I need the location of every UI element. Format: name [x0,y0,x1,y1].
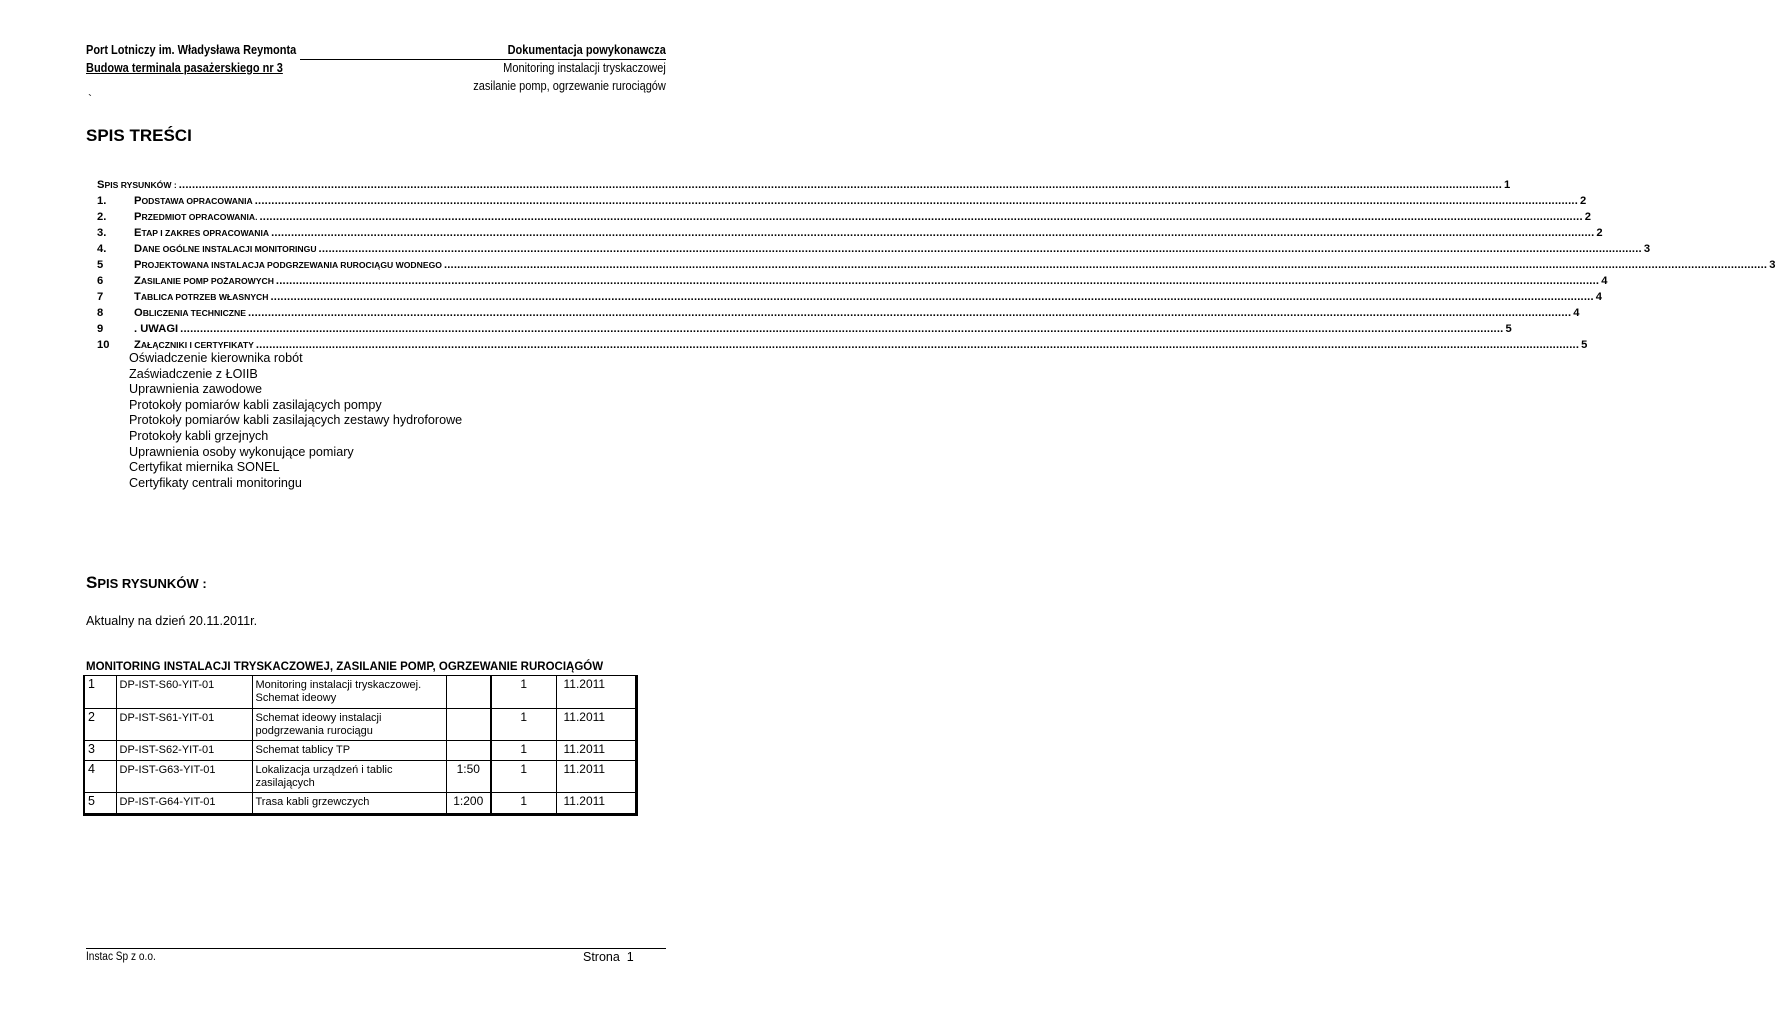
toc-item-leader: ................................................................................................................................................................................................................................................................................................................................................................................................................ [271,227,1595,239]
toc-item-title-rest: TAP I ZAKRES OPRACOWANIA [141,228,270,238]
drawing-number: 3 [84,741,116,761]
toc-item-title [134,227,269,239]
toc-item-title [134,211,257,223]
toc-item-title [134,275,274,287]
footer-page-label: Strona [583,950,620,964]
drawing-number: 2 [84,709,116,741]
attachment-item: Oświadczenie kierownika robót [129,351,303,365]
toc-item-title-rest: ODSTAWA OPRACOWANIA [141,196,253,206]
attachment-item: Protokoły pomiarów kabli zasilających pompy [129,397,382,412]
toc-item-number: 1. [97,195,107,207]
toc-item-title-rest: RZEDMIOT OPRACOWANIA. [141,212,258,222]
attachment-item: Uprawnienia zawodowe [129,382,263,397]
toc-item-leader: ................................................................................................................................................................................................................................................................................................................................................................................................................ [270,291,1594,303]
header-rule [300,59,666,60]
toc-item-number: 4. [97,243,107,255]
toc-item-title-cap: E [134,227,142,239]
drawing-title: Schemat tablicy TP [252,741,446,761]
attachment-item: Certyfikat miernika SONEL [129,460,280,475]
drawings-heading [86,573,207,593]
drawing-scale: 1:200 [446,793,491,815]
drawing-scale [446,741,491,761]
drawing-scale [446,709,491,741]
drawings-table [83,675,638,816]
toc-item-page: 2 [1584,211,1592,223]
toc-heading: SPIS TREŚCI [86,126,192,145]
toc-item-title-rest: ASILANIE POMP POŻAROWYCH [140,276,274,286]
attachment-item: Zaświadczenie z ŁOIIB [129,366,258,381]
attachment-item: Certyfikaty centrali monitoringu [129,475,302,490]
toc-item-title [134,195,253,207]
table-row [84,741,636,761]
toc-item[interactable] [97,275,1608,290]
date-line: Aktualny na dzień 20.11.2011r. [86,614,258,628]
toc-item-number: 2. [97,211,107,223]
drawing-code: DP-IST-S60-YIT-01 [116,676,252,709]
toc-item-title-cap: S [97,179,105,191]
toc-item-page: 4 [1595,291,1603,303]
footer-rule [86,948,666,949]
toc-item-number: 8 [97,307,104,319]
toc-item-title-cap: T [134,291,141,303]
toc-item-title-cap: P [134,259,142,271]
toc-item-title-rest: AŁĄCZNIKI I CERTYFIKATY [140,340,254,350]
document-subject-line1: Monitoring instalacji tryskaczowej [503,61,666,75]
drawing-sheets: 1 [491,676,556,709]
toc-item-page: 2 [1580,195,1587,207]
footer-company: Instac Sp z o.o. [86,951,156,963]
toc-item-title-rest: PIS RYSUNKÓW : [104,180,177,190]
toc-item-number: 10 [97,339,110,351]
toc-item[interactable] [97,211,1592,226]
toc-item-number: 7 [97,291,104,303]
toc-item-title-cap: . UWAGI [134,323,179,335]
toc-item-page: 5 [1581,339,1588,351]
drawing-code: DP-IST-G63-YIT-01 [116,761,252,793]
toc-item[interactable] [97,259,1775,274]
drawing-code: DP-IST-S61-YIT-01 [116,709,252,741]
attachment-item: Uprawnienia osoby wykonujące pomiary [129,444,354,459]
drawings-heading-cap: S [86,573,98,592]
toc-item-page: 2 [1596,227,1603,239]
toc-item[interactable] [97,227,1603,242]
toc-item[interactable] [97,323,1512,338]
toc-item[interactable] [97,195,1587,210]
toc-item-page: 1 [1504,179,1511,191]
building-name: Budowa terminala pasażerskiego nr 3 [86,61,283,75]
toc-item-page: 4 [1573,307,1580,319]
drawing-title: Monitoring instalacji tryskaczowej. Schemat ideowy [252,676,446,709]
toc-item-title [134,339,254,351]
table-row [84,761,636,793]
drawing-sheets: 1 [491,761,556,793]
toc-item-title [134,307,246,319]
drawing-code: DP-IST-G64-YIT-01 [116,793,252,815]
drawing-date: 11.2011 [556,676,636,709]
drawing-code: DP-IST-S62-YIT-01 [116,741,252,761]
table-row [84,793,636,815]
toc-item-leader: ................................................................................................................................................................................................................................................................................................................................................................................................................ [254,195,1579,207]
drawing-number: 4 [84,761,116,793]
toc-item-number: 3. [97,227,107,239]
toc-item-page: 4 [1601,275,1608,287]
toc-item-leader: ................................................................................................................................................................................................................................................................................................................................................................................................................ [259,211,1583,223]
drawing-sheets: 1 [491,793,556,815]
toc-item-page: 3 [1643,243,1651,255]
attachment-item: Protokoły kabli grzejnych [129,429,269,443]
toc-item-title-rest: ABLICA POTRZEB WŁASNYCH [140,292,269,302]
drawing-title: Trasa kabli grzewczych [252,793,446,815]
document-subject-line2: zasilanie pomp, ogrzewanie rurociągów [473,79,666,93]
toc-item[interactable] [97,243,1651,258]
drawing-scale [446,676,491,709]
toc-item-leader: ................................................................................................................................................................................................................................................................................................................................................................................................................ [255,339,1580,351]
toc-item[interactable] [97,307,1580,322]
stray-mark: ` [88,92,92,106]
footer-page [583,950,634,964]
toc-item-leader: ................................................................................................................................................................................................................................................................................................................................................................................................................ [443,259,1768,271]
toc-item-number: 9 [97,323,104,335]
toc-item-leader: ................................................................................................................................................................................................................................................................................................................................................................................................................ [318,243,1642,255]
toc-item-number: 5 [97,259,104,271]
drawings-heading-rest: PIS RYSUNKÓW : [97,576,207,591]
toc-item-leader: ................................................................................................................................................................................................................................................................................................................................................................................................................ [247,307,1572,319]
drawing-title: Schemat ideowy instalacji podgrzewania rurociągu [252,709,446,741]
footer-page-number: 1 [626,950,634,964]
attachment-item: Protokoły pomiarów kabli zasilających zestawy hydroforowe [129,413,463,428]
drawing-number: 1 [84,676,116,709]
toc-item[interactable] [97,179,1511,194]
drawing-date: 11.2011 [556,761,636,793]
toc-item-title-rest: ANE OGÓLNE INSTALACJI MONITORINGU [142,244,317,254]
drawing-sheets: 1 [491,741,556,761]
project-name: Port Lotniczy im. Władysława Reymonta [86,43,297,57]
drawing-date: 11.2011 [556,709,636,741]
toc-item-leader: ................................................................................................................................................................................................................................................................................................................................................................................................................ [180,323,1504,335]
toc-item-title-cap: P [134,211,142,223]
toc-item[interactable] [97,291,1603,306]
toc-item-number: 6 [97,275,104,287]
drawing-title: Lokalizacja urządzeń i tablic zasilających [252,761,446,793]
toc-item-title-cap: D [134,243,143,255]
drawing-date: 11.2011 [556,741,636,761]
toc-item-leader: ................................................................................................................................................................................................................................................................................................................................................................................................................ [275,275,1600,287]
document-type: Dokumentacja powykonawcza [507,43,666,57]
toc-item-title-rest: ROJEKTOWANA INSTALACJA PODGRZEWANIA RUROCIĄGU WODNEGO [141,260,442,270]
drawing-scale: 1:50 [446,761,491,793]
toc-item-leader: ................................................................................................................................................................................................................................................................................................................................................................................................................ [178,179,1503,191]
toc-item-title-cap: Z [134,275,141,287]
table-row [84,676,636,709]
toc-item-title [134,323,178,335]
drawing-number: 5 [84,793,116,815]
toc-item-title [97,179,177,191]
toc-item-title-cap: O [134,307,143,319]
toc-item-title-cap: P [134,195,142,207]
toc-item-page: 5 [1505,323,1512,335]
toc-item-title [134,291,268,303]
drawing-sheets: 1 [491,709,556,741]
toc-item-title-cap: Z [134,339,141,351]
toc-item-page: 3 [1769,259,1775,271]
toc-item-title-rest: BLICZENIA TECHNICZNE [142,308,246,318]
drawing-date: 11.2011 [556,793,636,815]
drawings-table-title: MONITORING INSTALACJI TRYSKACZOWEJ, ZASILANIE POMP, OGRZEWANIE RUROCIĄGÓW [86,661,604,673]
table-row [84,709,636,741]
toc-item-title [134,259,442,271]
toc-item-title [134,243,317,255]
